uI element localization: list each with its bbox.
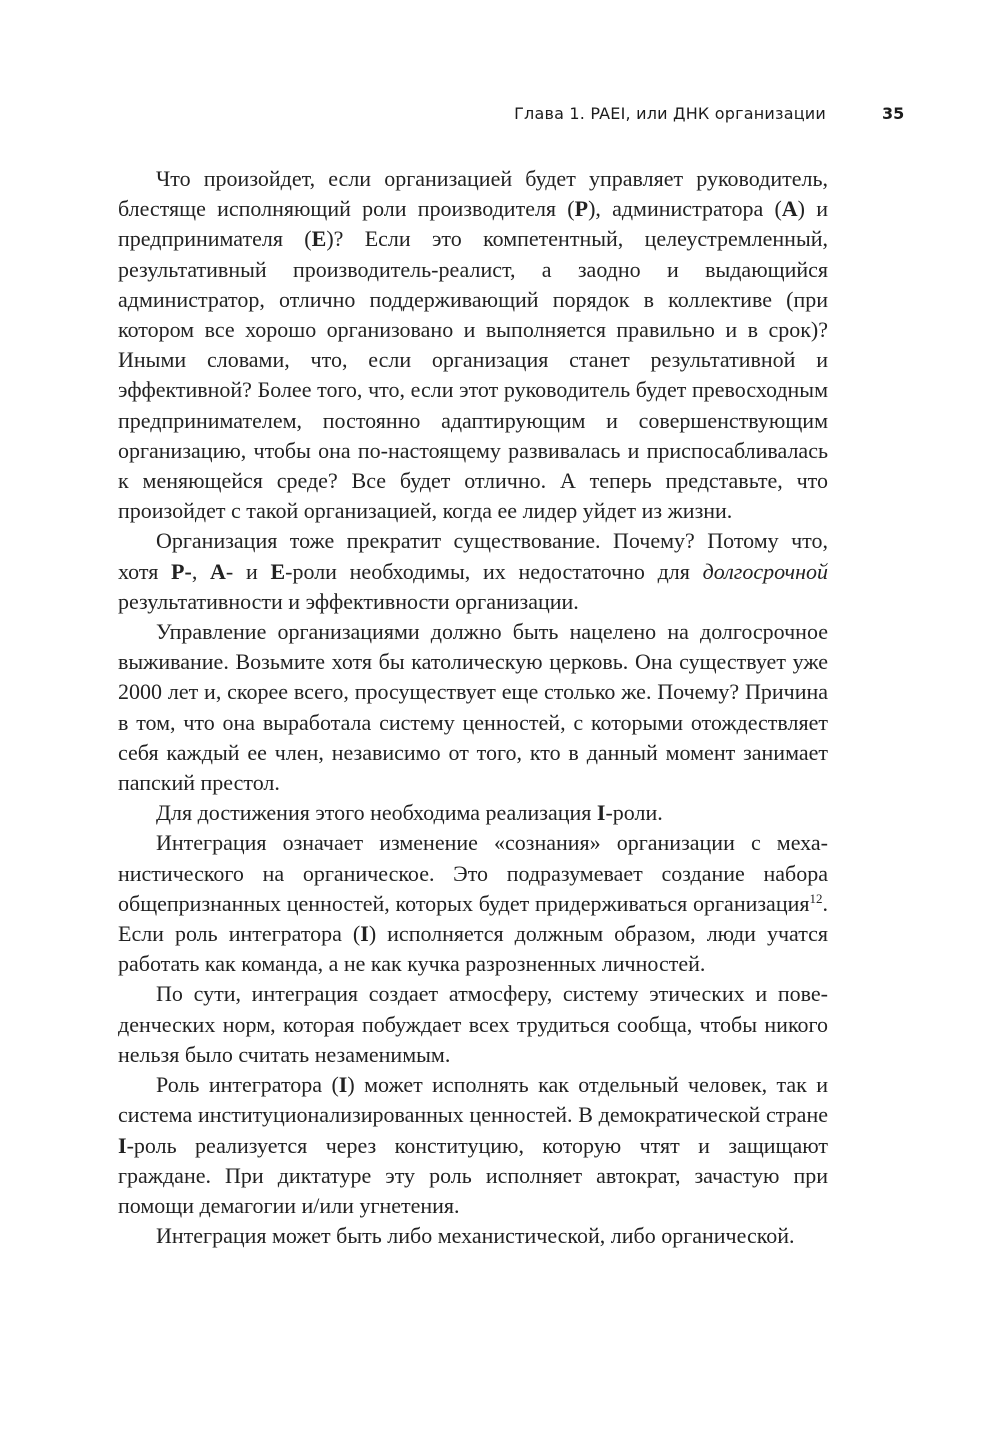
text-fragment: ) и предпринимателя ( [118, 196, 828, 252]
running-head [0, 104, 992, 128]
text-fragment: )? Если это компетентный, целеустремленный, результативный производитель-реалист, а заодно и выдающийся администратор, отлично поддерживающий порядок в коллективе (при котором все хорошо организовано и выполняется правильно и в срок)? Иными словами, что, если организация станет результативной и эффективной? Более того, что, если этот руководитель будет превосходным предпринимателем, постоянно адаптирующим и совершенствующим организацию, чтобы она по-настоящему развивалась и приспосабливалась к меняющейся среде? Все будет отлично. А теперь представьте, что произойдет с такой организацией, когда ее лидер уйдет из жизни. [118, 226, 828, 524]
text-fragment: , [191, 558, 211, 584]
text-fragment: Организация тоже прекратит существование. Почему? Потому что, хотя [118, 528, 828, 584]
bold-role-letter: E [270, 558, 286, 584]
text-fragment: ) исполняется должным образом, люди учатся работать как команда, а не как кучка разрозненных личностей. [118, 921, 828, 977]
text-fragment: Для достижения этого необходима реализация [156, 800, 597, 826]
footnote-reference: 12 [809, 890, 823, 906]
text-fragment: -роли. [605, 800, 663, 826]
paragraph-8: Интеграция может быть либо механистической, либо органической. [156, 1223, 795, 1249]
paragraph-4 [118, 798, 828, 828]
bold-role-letter: A [781, 196, 798, 222]
paragraph-3: Управление организациями должно быть нацелено на долгосрочное выживание. Возьмите хотя бы католическую церковь. Она существует уже 2000 лет и, скорее всего, просуществует еще столько же. Почему? Причина в том, что она выработала систему ценностей, с которыми отождествляет себя каждый ее член, независимо от того, кто в данный момент занимает папский престол. [118, 619, 828, 796]
text-fragment: -роли необходимы, их недостаточно для [285, 558, 703, 584]
text-fragment: результативности и эффективности организации. [118, 588, 579, 614]
paragraph-1 [118, 164, 828, 526]
bold-role-letter: E [311, 226, 327, 252]
bold-role-letter: P- [171, 558, 192, 584]
text-fragment: ) может исполнять как отдельный человек, так и система институционализированных ценностей. В демократической стране [118, 1072, 828, 1128]
text-fragment: - и [225, 558, 271, 584]
page-number: 35 [882, 104, 905, 123]
bold-role-letter: A [210, 558, 226, 584]
bold-role-letter: I [118, 1132, 127, 1158]
text-fragment: Интеграция означает изменение «сознания» организации с механистического на органическое. Это подразумевает создание набора общепризнанных ценностей, которых будет придерживаться организация [118, 830, 828, 916]
paragraph-5 [118, 828, 828, 979]
text-fragment: ), администратора ( [588, 196, 782, 222]
text-fragment: Что произойдет, если организацией будет управляет руководитель, блестяще исполняющий роли производителя ( [118, 166, 828, 222]
bold-role-letter: I [596, 800, 606, 826]
paragraph-6: По сути, интеграция создает атмосферу, систему этических и поведенческих норм, которая побуждает всех трудиться сообща, чтобы никого нельзя было считать незаменимым. [118, 981, 828, 1067]
text-fragment: . Если роль интегратора ( [118, 890, 828, 947]
bold-role-letter: I [360, 921, 369, 947]
paragraph-2 [118, 526, 828, 617]
bold-role-letter: I [338, 1072, 348, 1098]
text-fragment: -роль реализуется через конституцию, которую чтят и защищают граждане. При диктатуре эту роль исполняет автократ, зачастую при помощи демагогии и/или угнетения. [118, 1132, 828, 1218]
bold-role-letter: P [574, 196, 589, 222]
chapter-title: Глава 1. PAEI, или ДНК организации [514, 104, 826, 123]
text-fragment: Роль интегратора ( [156, 1072, 339, 1098]
body-text [118, 164, 828, 1251]
paragraph-7 [118, 1070, 828, 1221]
italic-emphasis: долгосрочной [702, 558, 828, 584]
